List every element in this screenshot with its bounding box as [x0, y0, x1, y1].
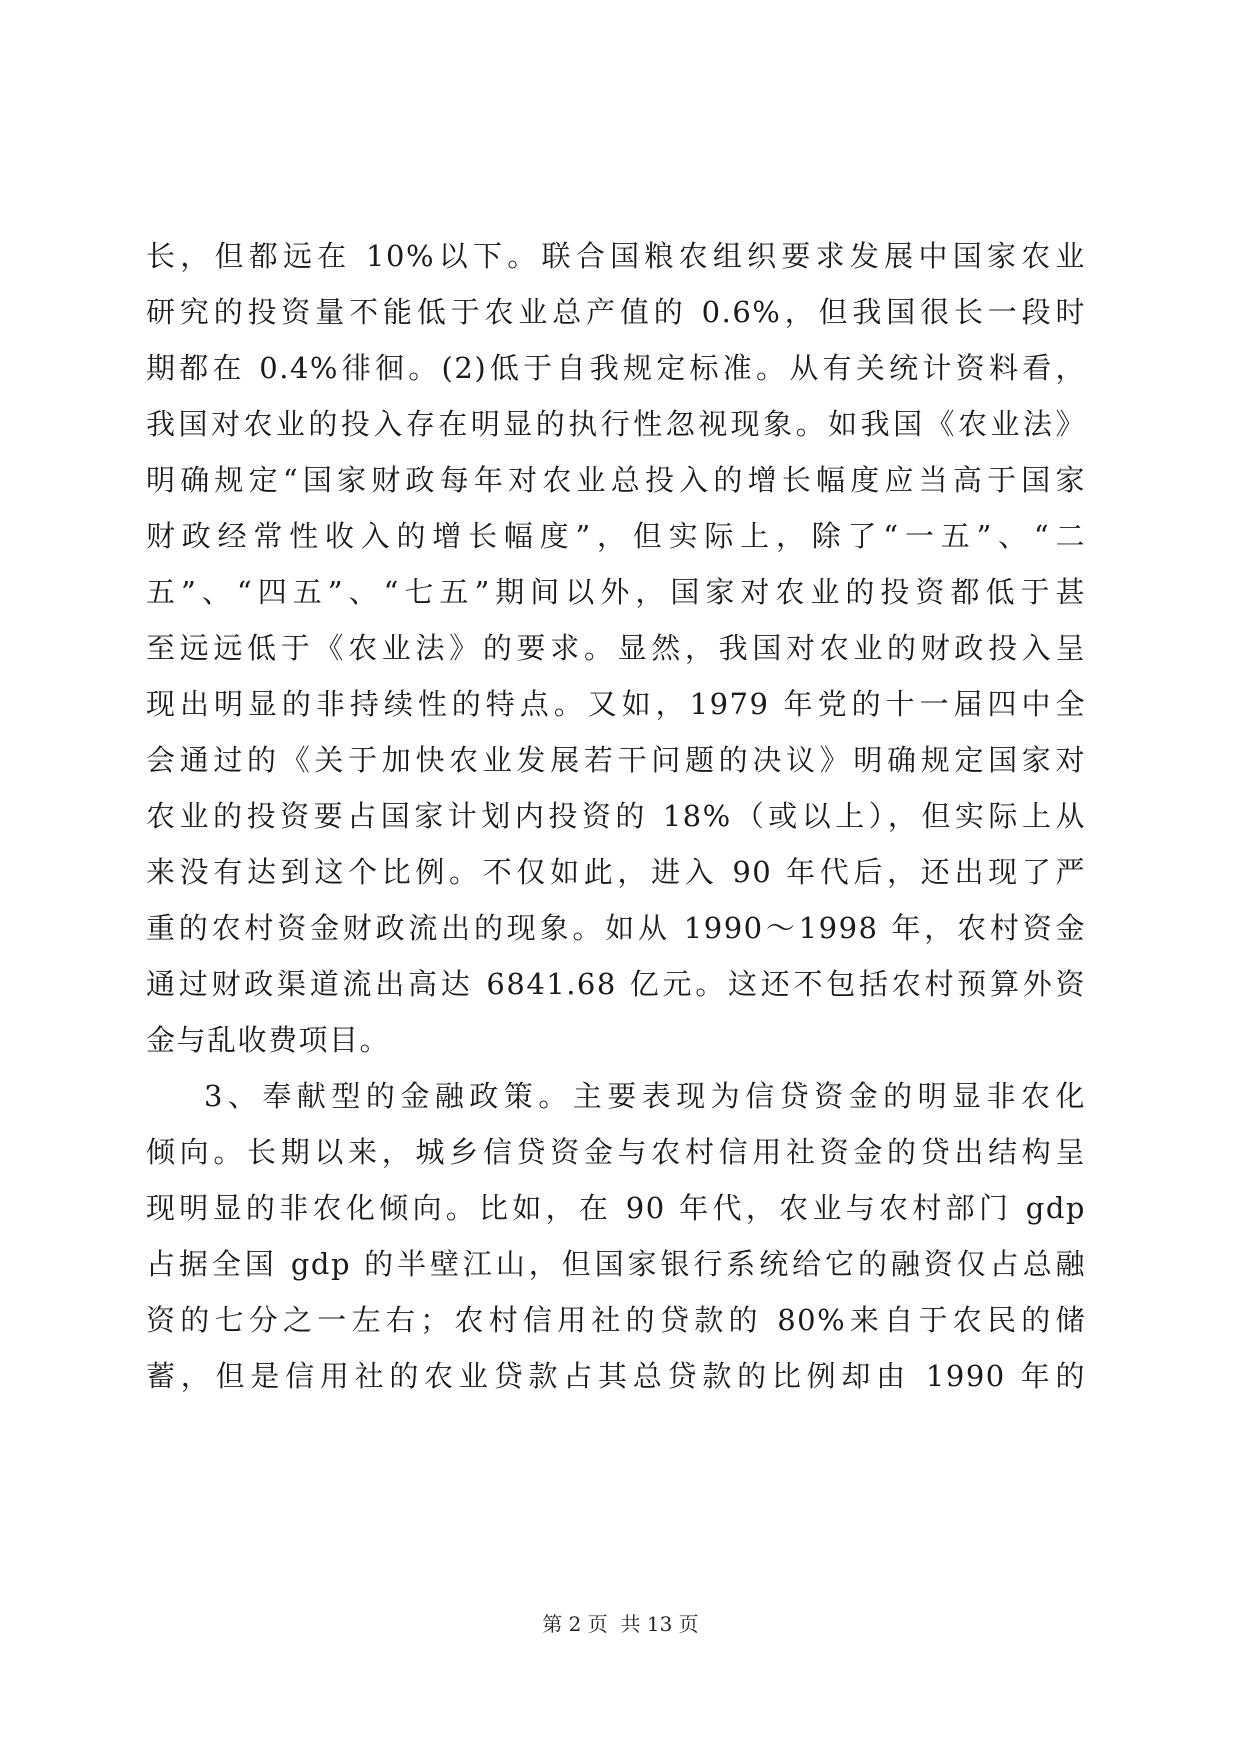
text-line: 财政经常性收入的增长幅度”，但实际上，除了“一五”、“二	[146, 519, 1086, 553]
text-line: 至远远低于《农业法》的要求。显然，我国对农业的财政投入呈	[146, 631, 1086, 665]
text-line: 现明显的非农化倾向。比如，在 90 年代，农业与农村部门 gdp	[146, 1191, 1086, 1225]
page-footer	[0, 1608, 1241, 1637]
body-text	[146, 228, 1086, 1404]
text-line: 明确规定“国家财政每年对农业总投入的增长幅度应当高于国家	[146, 463, 1086, 497]
text-line: 占据全国 gdp 的半壁江山，但国家银行系统给它的融资仅占总融	[146, 1247, 1086, 1281]
text-line: 农业的投资要占国家计划内投资的 18%（或以上），但实际上从	[146, 799, 1086, 833]
text-line: 我国对农业的投入存在明显的执行性忽视现象。如我国《农业法》	[146, 407, 1086, 441]
text-line: 期都在 0.4%徘徊。(2)低于自我规定标准。从有关统计资料看，	[146, 351, 1086, 385]
text-line: 重的农村资金财政流出的现象。如从 1990～1998 年，农村资金	[146, 911, 1086, 945]
text-line: 倾向。长期以来，城乡信贷资金与农村信用社资金的贷出结构呈	[146, 1135, 1086, 1169]
text-line: 现出明显的非持续性的特点。又如，1979 年党的十一届四中全	[146, 687, 1086, 721]
text-line: 3、奉献型的金融政策。主要表现为信贷资金的明显非农化	[204, 1079, 1086, 1113]
text-line: 来没有达到这个比例。不仅如此，进入 90 年代后，还出现了严	[146, 855, 1086, 889]
text-line: 五”、“四五”、“七五”期间以外，国家对农业的投资都低于甚	[146, 575, 1086, 609]
text-line: 通过财政渠道流出高达 6841.68 亿元。这还不包括农村预算外资	[146, 967, 1086, 1001]
page-number-label: 第 2 页 共 13 页	[542, 1612, 699, 1636]
text-line: 蓄，但是信用社的农业贷款占其总贷款的比例却由 1990 年的	[146, 1359, 1086, 1393]
text-line: 长，但都远在 10%以下。联合国粮农组织要求发展中国家农业	[146, 239, 1086, 273]
text-line: 会通过的《关于加快农业发展若干问题的决议》明确规定国家对	[146, 743, 1086, 777]
text-line: 研究的投资量不能低于农业总产值的 0.6%，但我国很长一段时	[146, 295, 1086, 329]
text-line: 金与乱收费项目。	[146, 1023, 391, 1057]
text-line: 资的七分之一左右；农村信用社的贷款的 80%来自于农民的储	[146, 1303, 1086, 1337]
